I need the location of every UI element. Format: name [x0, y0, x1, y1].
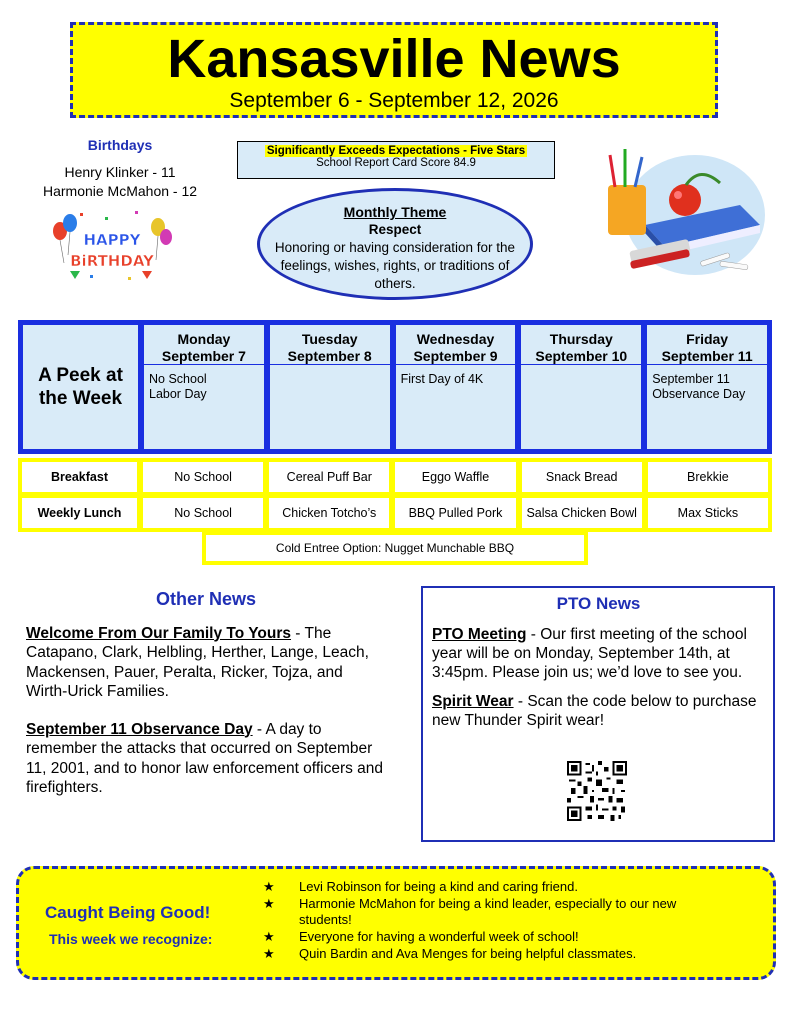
list-item [261, 879, 721, 895]
day-note: September 11 Observance Day [652, 372, 746, 401]
menu-cell: BBQ Pulled Pork [395, 498, 515, 528]
theme-heading: Monthly Theme [343, 204, 447, 220]
news-item-title: September 11 Observance Day [26, 720, 253, 738]
day-header [144, 325, 264, 365]
menu-cell: Brekkie [648, 462, 768, 492]
day-name: Thursday [549, 331, 613, 347]
day-date: September 11 [661, 348, 753, 364]
caught-being-good-box [16, 866, 776, 980]
star-icon: ★ [263, 879, 275, 894]
menu-cell: Cereal Puff Bar [269, 462, 389, 492]
happy-birthday-graphic [50, 205, 175, 285]
day-column-tuesday [270, 325, 390, 449]
day-name: Friday [686, 331, 729, 347]
birthday-name: Harmonie McMahon - 12 [42, 183, 198, 199]
day-header [521, 325, 641, 365]
pencil-cup-icon [608, 149, 646, 235]
newsletter-title: Kansasville News [167, 29, 621, 89]
recognition-text: Harmonie McMahon for being a kind leader, especially to our new students! [299, 896, 677, 927]
birthdays-section [20, 137, 220, 201]
recognition-list [261, 879, 721, 963]
day-column-thursday [521, 325, 641, 449]
report-card-rating: Significantly Exceeds Expectations - Five Stars [266, 145, 526, 157]
star-icon: ★ [263, 929, 275, 944]
day-note: First Day of 4K [400, 372, 484, 386]
day-note [521, 365, 641, 372]
newsletter-dates: September 6 - September 12, 2026 [229, 89, 559, 112]
menu-cell: Eggo Waffle [395, 462, 515, 492]
menu-cell: Max Sticks [648, 498, 768, 528]
cold-entree-option: Cold Entree Option: Nugget Munchable BBQ [206, 535, 584, 561]
theme-description: Honoring or having consideration for the feelings, wishes, rights, or traditions of others. [274, 240, 516, 291]
day-column-friday [647, 325, 767, 449]
svg-text:HAPPY: HAPPY [83, 231, 141, 249]
birthdays-heading: Birthdays [87, 137, 153, 153]
news-item-title: Welcome From Our Family To Yours [26, 624, 291, 642]
pto-item [432, 692, 765, 730]
menu-cell: Salsa Chicken Bowl [522, 498, 642, 528]
day-name: Monday [177, 331, 231, 347]
cold-entree-box [202, 531, 588, 565]
star-icon: ★ [263, 896, 275, 911]
recognition-text: Levi Robinson for being a kind and caring friend. [299, 879, 578, 894]
list-item [261, 946, 721, 962]
list-item [261, 929, 721, 945]
monthly-theme-oval [257, 188, 533, 300]
menu-cell: Chicken Totcho’s [269, 498, 389, 528]
other-news-heading: Other News [155, 589, 257, 609]
day-name: Wednesday [416, 331, 495, 347]
menu-cell: No School [143, 498, 263, 528]
theme-name: Respect [368, 222, 422, 237]
lunch-label: Weekly Lunch [22, 498, 137, 528]
caught-good-subheading: This week we recognize: [49, 931, 213, 947]
breakfast-label: Breakfast [22, 462, 137, 492]
news-item-text: - A day to remember the attacks that occurred on September 11, 2001, and to honor law enforcement officers and firefighters. [26, 720, 384, 796]
recognition-text: Quin Bardin and Ava Menges for being helpful classmates. [299, 946, 637, 961]
news-item-text: - The Catapano, Clark, Helbling, Herther, Lange, Leach, Mackensen, Pauer, Peralta, Ricker, Tojza, and Wirth-Urick Families. [26, 624, 369, 700]
day-name: Tuesday [301, 331, 358, 347]
day-date: September 10 [535, 348, 628, 364]
week-label: A Peek at the Week [23, 325, 138, 449]
news-item [26, 624, 386, 702]
pto-item-text: - Scan the code below to purchase new Thunder Spirit wear! [432, 693, 757, 729]
day-date: September 9 [413, 348, 498, 364]
day-header [647, 325, 767, 365]
newsletter-header [70, 22, 718, 118]
svg-text:BiRTHDAY: BiRTHDAY [70, 252, 154, 270]
birthday-name: Henry Klinker - 11 [64, 164, 176, 180]
day-header [396, 325, 516, 365]
week-calendar [18, 320, 772, 454]
star-icon: ★ [263, 946, 275, 961]
other-news-section [26, 590, 386, 816]
report-card-box [237, 141, 555, 179]
day-header [270, 325, 390, 365]
day-note [270, 365, 390, 372]
menu-grid [18, 458, 772, 532]
qr-code-icon[interactable] [567, 761, 627, 821]
school-supplies-illustration [600, 145, 770, 285]
day-column-wednesday [396, 325, 516, 449]
pto-news-heading: PTO News [556, 594, 641, 613]
day-date: September 7 [161, 348, 246, 364]
day-date: September 8 [287, 348, 372, 364]
news-item [26, 720, 386, 798]
menu-cell: No School [143, 462, 263, 492]
day-column-monday [144, 325, 264, 449]
list-item [261, 896, 721, 928]
pto-item-title: PTO Meeting [432, 626, 527, 643]
day-note: No School Labor Day [149, 372, 207, 401]
pto-item-title: Spirit Wear [432, 693, 514, 710]
pto-item [432, 625, 765, 682]
caught-good-heading: Caught Being Good! [45, 903, 211, 922]
menu-cell: Snack Bread [522, 462, 642, 492]
recognition-text: Everyone for having a wonderful week of school! [299, 929, 579, 944]
report-card-score: School Report Card Score 84.9 [316, 157, 476, 169]
pto-item-text: - Our first meeting of the school year will be on Monday, September 14th, at 3:45pm. Please join us; we’d love to see you. [432, 626, 747, 681]
